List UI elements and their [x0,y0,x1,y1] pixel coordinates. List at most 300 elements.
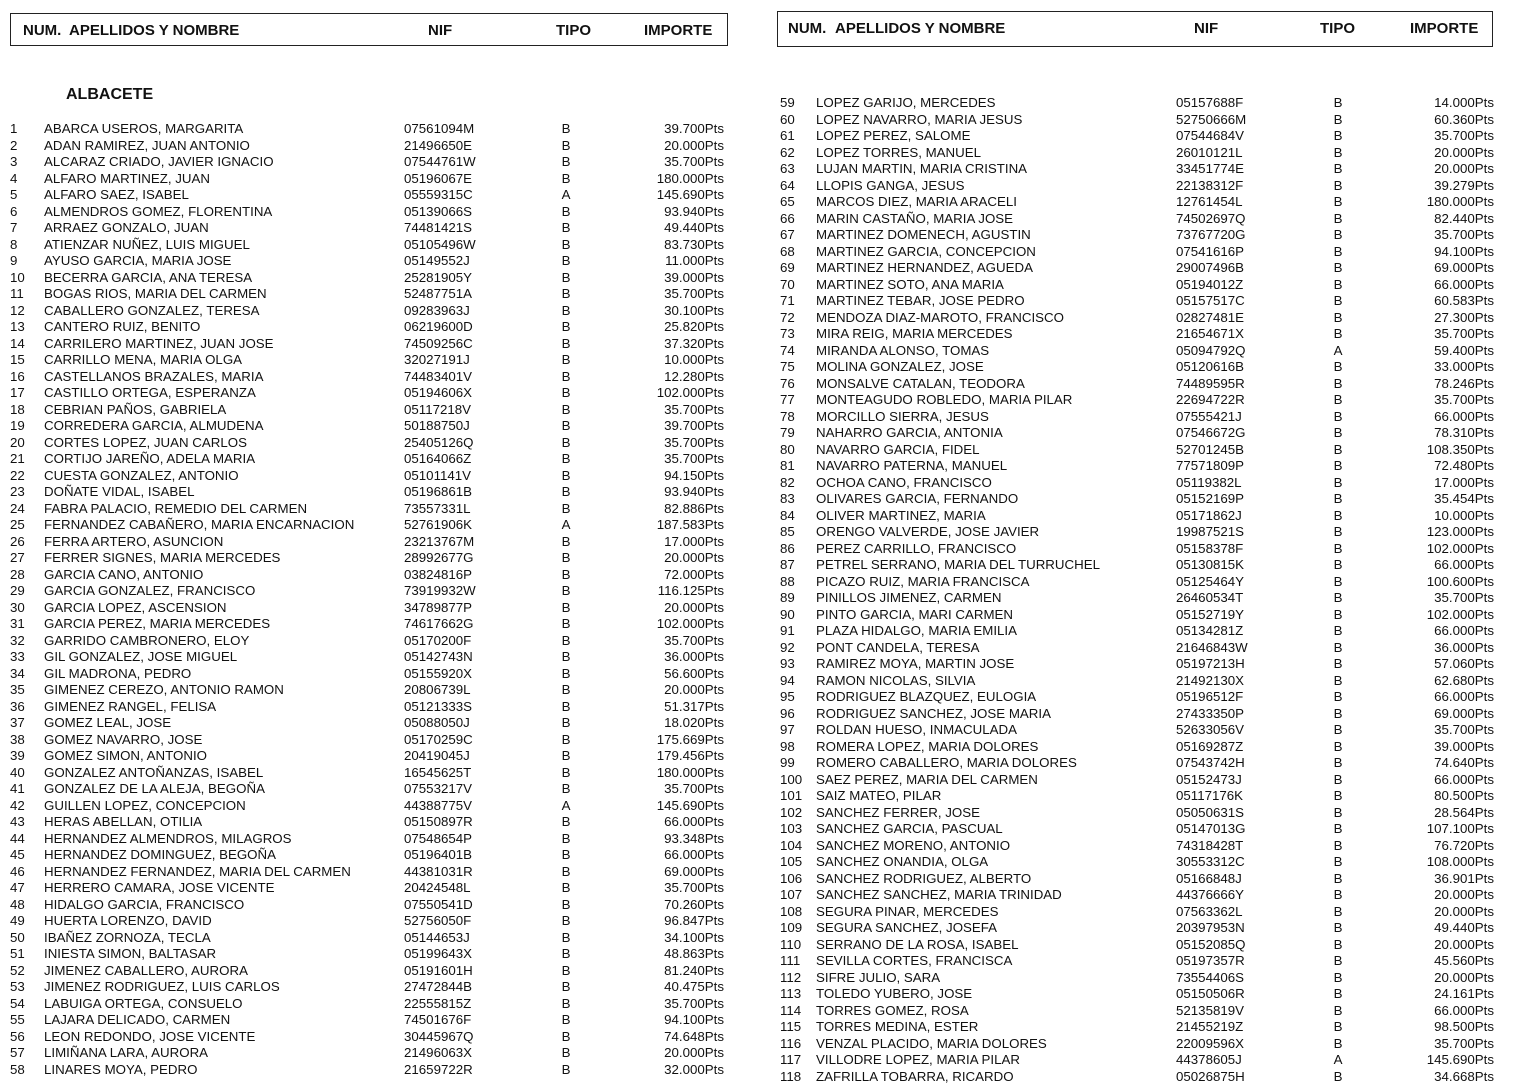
row-tipo: B [1333,1035,1343,1051]
row-importe: 66.000Pts [1434,623,1494,638]
row-nif: 05559315C [404,187,473,202]
row-importe: 49.440Pts [664,220,724,235]
row-name: LIMIÑANA LARA, AURORA [44,1045,209,1060]
row-number: 14 [10,335,25,351]
table-row [780,457,1498,474]
row-name: CASTILLO ORTEGA, ESPERANZA [44,385,256,400]
row-tipo: B [561,649,571,664]
row-nif: 32027191J [404,352,470,367]
row-tipo: B [561,682,571,697]
row-importe: 66.000Pts [1434,689,1494,704]
row-importe: 145.690Pts [656,187,724,202]
table-row [10,747,730,764]
row-nif: 20397953N [1176,920,1245,935]
row-tipo: B [561,451,571,466]
table-row [10,318,730,335]
row-importe: 25.820Pts [664,319,724,334]
right-list [780,94,1498,1084]
row-name: JIMENEZ CABALLERO, AURORA [44,962,248,978]
row-number: 103 [780,821,803,836]
row-nif: 07541616P [1176,243,1245,259]
row-number: 63 [780,161,795,176]
row-tipo: B [561,203,571,219]
row-nif: 52750666M [1176,111,1247,127]
row-number: 24 [10,500,25,516]
row-tipo: B [561,484,571,499]
row-name: LABUIGA ORTEGA, CONSUELO [44,995,243,1011]
row-number: 67 [780,227,795,242]
row-number: 54 [10,995,25,1011]
row-nif: 33451774E [1176,161,1245,176]
row-tipo: B [561,401,571,417]
row-importe: 74.640Pts [1434,755,1494,770]
row-name: NAVARRO PATERNA, MANUEL [816,458,1008,473]
row-name: BOGAS RIOS, MARIA DEL CARMEN [44,286,267,301]
row-tipo: B [1333,1019,1343,1034]
row-importe: 116.125Pts [657,583,724,598]
row-name: GARCIA CANO, ANTONIO [44,566,204,582]
table-row [780,177,1498,194]
row-number: 13 [10,319,25,334]
row-importe: 10.000Pts [664,352,724,367]
row-tipo: B [1333,392,1343,407]
row-number: 37 [10,715,25,730]
row-tipo: B [561,1028,571,1044]
row-importe: 93.940Pts [664,203,724,219]
row-nif: 74501676F [404,1012,472,1027]
row-number: 72 [780,309,795,325]
header-name: APELLIDOS Y NOMBRE [835,20,1006,37]
table-row [780,375,1498,392]
row-importe: 100.600Pts [1426,573,1494,589]
row-name: HERNANDEZ FERNANDEZ, MARIA DEL CARMEN [44,863,351,879]
row-nif: 05144653J [404,929,470,945]
row-nif: 73557331L [404,500,471,516]
section-title: ALBACETE [66,86,154,103]
row-number: 10 [10,269,25,285]
row-nif: 74483401V [404,368,473,384]
table-row [10,681,730,698]
row-importe: 35.700Pts [664,632,724,648]
row-tipo: B [561,269,571,285]
row-importe: 66.000Pts [1434,408,1494,424]
row-importe: 60.583Pts [1434,293,1494,308]
row-number: 32 [10,632,25,648]
row-tipo: B [1333,359,1343,374]
row-nif: 07553217V [404,781,473,796]
row-importe: 35.700Pts [1434,227,1494,242]
row-number: 80 [780,441,795,457]
row-nif: 16545625T [404,764,472,780]
table-row [10,170,730,187]
row-nif: 21455219Z [1176,1019,1244,1034]
row-nif: 74489595R [1176,375,1245,391]
row-importe: 30.100Pts [664,302,724,318]
row-name: MARTINEZ TEBAR, JOSE PEDRO [816,293,1025,308]
row-number: 16 [10,368,25,384]
row-tipo: B [1333,425,1343,440]
row-number: 101 [780,788,803,803]
row-number: 28 [10,566,25,582]
row-nif: 05050631S [1176,804,1245,820]
row-tipo: B [561,170,571,186]
row-tipo: B [561,748,571,763]
row-number: 7 [10,220,18,235]
row-nif: 05194606X [404,385,473,400]
table-row [780,243,1498,260]
row-nif: 21492130X [1176,672,1245,688]
row-importe: 94.100Pts [1434,243,1494,259]
row-nif: 05101141V [404,467,472,483]
table-row [10,384,730,401]
row-name: LOPEZ GARIJO, MERCEDES [816,95,996,110]
row-importe: 35.700Pts [664,154,724,169]
table-row [10,978,730,995]
row-nif: 34789877P [404,599,473,615]
row-number: 91 [780,623,795,638]
row-nif: 07555421J [1176,408,1242,424]
row-name: TORRES MEDINA, ESTER [816,1019,979,1034]
row-number: 68 [780,243,795,259]
row-tipo: B [1333,722,1343,737]
table-row [780,705,1498,722]
row-nif: 05088050J [404,715,470,730]
row-tipo: A [561,187,571,202]
row-nif: 26010121L [1176,144,1243,160]
row-number: 41 [10,781,25,796]
row-name: CUESTA GONZALEZ, ANTONIO [44,467,239,483]
row-tipo: B [561,995,571,1011]
table-row [10,896,730,913]
row-importe: 108.000Pts [1426,854,1494,869]
row-importe: 11.000Pts [665,253,724,268]
row-tipo: B [561,946,571,961]
row-name: FERRA ARTERO, ASUNCION [44,533,224,549]
row-tipo: B [561,731,571,747]
row-name: PETREL SERRANO, MARIA DEL TURRUCHEL [816,557,1100,572]
row-nif: 05199643X [404,946,473,961]
row-nif: 07563362L [1176,903,1243,919]
row-nif: 25405126Q [404,434,474,450]
row-name: CORREDERA GARCIA, ALMUDENA [44,418,264,433]
table-row [10,665,730,682]
row-nif: 05142743N [404,649,473,664]
table-row [10,879,730,896]
row-number: 82 [780,474,795,490]
row-nif: 05197213H [1176,656,1245,671]
row-name: OLIVER MARTINEZ, MARIA [816,507,986,523]
row-tipo: B [1333,771,1343,787]
table-row [10,236,730,253]
row-name: MIRANDA ALONSO, TOMAS [816,342,990,358]
table-row [780,820,1498,837]
table-row [10,929,730,946]
row-importe: 69.000Pts [664,863,724,879]
table-row [10,153,730,170]
row-number: 104 [780,837,803,853]
row-name: ROLDAN HUESO, INMACULADA [816,722,1017,737]
row-importe: 35.700Pts [664,451,724,466]
row-nif: 77571809P [1176,458,1245,473]
row-name: ALMENDROS GOMEZ, FLORENTINA [44,203,273,219]
row-number: 70 [780,276,795,292]
row-number: 62 [780,144,795,160]
row-number: 26 [10,533,25,549]
row-importe: 20.000Pts [1434,161,1494,176]
row-tipo: B [1333,590,1343,605]
row-number: 50 [10,929,25,945]
row-importe: 76.720Pts [1434,837,1494,853]
row-nif: 27472844B [404,979,473,994]
row-importe: 39.000Pts [664,269,724,285]
row-importe: 12.280Pts [664,368,724,384]
row-importe: 17.000Pts [664,533,724,549]
row-tipo: B [561,1012,571,1027]
row-number: 89 [780,590,795,605]
row-number: 60 [780,111,795,127]
row-number: 33 [10,649,25,664]
row-name: JIMENEZ RODRIGUEZ, LUIS CARLOS [44,979,280,994]
left-list [10,120,730,1077]
row-tipo: B [561,863,571,879]
row-tipo: B [1333,804,1343,820]
table-row [10,203,730,220]
header-nif: NIF [1194,20,1219,37]
row-importe: 10.000Pts [1434,507,1494,523]
row-name: LOPEZ NAVARRO, MARIA JESUS [816,111,1023,127]
table-row [780,193,1498,210]
row-importe: 36.000Pts [664,649,724,664]
row-nif: 73767720G [1176,227,1246,242]
table-row [10,599,730,616]
row-importe: 83.730Pts [664,236,724,252]
row-nif: 19987521S [1176,524,1245,539]
row-importe: 20.000Pts [664,137,724,153]
table-row [10,285,730,302]
row-name: CABALLERO GONZALEZ, TERESA [44,302,260,318]
row-nif: 05171862J [1176,507,1242,523]
table-row [780,622,1498,639]
row-name: NAVARRO GARCIA, FIDEL [816,441,980,457]
row-importe: 93.348Pts [664,830,724,846]
row-name: GOMEZ NAVARRO, JOSE [44,731,203,747]
row-number: 52 [10,962,25,978]
table-row [10,434,730,451]
table-row [780,639,1498,656]
row-number: 64 [780,177,795,193]
row-name: ROMERA LOPEZ, MARIA DOLORES [816,738,1039,754]
table-row [780,606,1498,623]
table-row [780,309,1498,326]
row-nif: 07561094M [404,121,475,136]
row-nif: 05191601H [404,962,473,978]
row-nif: 05147013G [1176,821,1246,836]
table-row [10,830,730,847]
row-number: 55 [10,1012,25,1027]
row-name: LINARES MOYA, PEDRO [44,1061,198,1077]
row-nif: 22138312F [1176,177,1244,193]
row-tipo: B [1333,491,1343,506]
row-number: 2 [10,137,18,153]
row-tipo: B [1333,210,1343,226]
row-importe: 94.100Pts [664,1012,724,1027]
row-number: 39 [10,748,25,763]
table-row [780,936,1498,953]
row-importe: 24.161Pts [1434,986,1494,1001]
table-row [10,516,730,533]
table-row [780,738,1498,755]
row-tipo: B [1333,953,1343,968]
table-row [10,417,730,434]
table-row [10,500,730,517]
row-name: MARCOS DIEZ, MARIA ARACELI [816,194,1017,209]
row-number: 29 [10,583,25,598]
table-row [780,94,1498,111]
row-name: GONZALEZ DE LA ALEJA, BEGOÑA [44,781,265,796]
row-name: MORCILLO SIERRA, JESUS [816,408,989,424]
row-name: AYUSO GARCIA, MARIA JOSE [44,253,232,268]
row-name: CORTES LOPEZ, JUAN CARLOS [44,434,247,450]
table-row [10,714,730,731]
row-number: 97 [780,722,795,737]
row-number: 102 [780,804,803,820]
row-importe: 39.000Pts [1434,738,1494,754]
table-row [780,490,1498,507]
row-nif: 05125464Y [1176,573,1245,589]
row-tipo: B [1333,656,1343,671]
row-number: 20 [10,434,25,450]
table-row [10,1028,730,1045]
row-number: 19 [10,418,25,433]
row-name: SANCHEZ SANCHEZ, MARIA TRINIDAD [816,887,1062,902]
table-row [780,276,1498,293]
table-row [780,111,1498,128]
row-tipo: B [1333,128,1343,143]
row-number: 61 [780,128,795,143]
row-tipo: B [1333,243,1343,259]
row-tipo: B [561,814,571,829]
row-name: FERNANDEZ CABAÑERO, MARIA ENCARNACION [44,517,355,532]
row-tipo: B [1333,738,1343,754]
row-name: SANCHEZ GARCIA, PASCUAL [816,821,1003,836]
row-nif: 05130815K [1176,557,1245,572]
row-name: SAIZ MATEO, PILAR [816,788,942,803]
row-importe: 102.000Pts [656,385,724,400]
table-row [10,764,730,781]
table-row [780,474,1498,491]
table-row [780,870,1498,887]
row-name: GONZALEZ ANTOÑANZAS, ISABEL [44,764,264,780]
row-name: SEGURA PINAR, MERCEDES [816,903,999,919]
row-importe: 102.000Pts [656,616,724,631]
table-row [780,787,1498,804]
row-nif: 09283963J [404,302,470,318]
row-name: FABRA PALACIO, REMEDIO DEL CARMEN [44,500,308,516]
row-name: HERNANDEZ DOMINGUEZ, BEGOÑA [44,847,276,862]
table-row [10,846,730,863]
row-number: 59 [780,95,795,110]
row-name: INIESTA SIMON, BALTASAR [44,946,217,961]
left-header [10,13,728,46]
row-tipo: B [1333,474,1343,490]
row-tipo: B [1333,408,1343,424]
row-tipo: B [561,830,571,846]
row-number: 99 [780,755,795,770]
row-number: 4 [10,170,18,186]
row-importe: 36.000Pts [1434,639,1494,655]
row-nif: 74509256C [404,335,473,351]
header-nif: NIF [428,22,453,39]
row-tipo: B [1333,95,1343,110]
row-tipo: B [1333,260,1343,275]
row-name: VENZAL PLACIDO, MARIA DOLORES [816,1035,1047,1051]
row-nif: 23213767M [404,533,475,549]
row-number: 111 [780,953,801,968]
row-tipo: B [1333,969,1343,985]
row-tipo: B [1333,276,1343,292]
table-row [10,813,730,830]
row-name: MARTINEZ HERNANDEZ, AGUEDA [816,260,1033,275]
row-nif: 02827481E [1176,309,1245,325]
row-importe: 35.700Pts [1434,722,1494,737]
row-nif: 05117176K [1176,788,1244,803]
table-row [780,903,1498,920]
row-importe: 72.480Pts [1434,458,1494,473]
row-nif: 52701245B [1176,441,1245,457]
row-name: GIMENEZ RANGEL, FELISA [44,698,217,714]
table-row [10,912,730,929]
row-tipo: B [561,715,571,730]
table-row [10,1061,730,1078]
row-importe: 35.700Pts [664,434,724,450]
row-name: MARIN CASTAÑO, MARIA JOSE [816,210,1014,226]
row-name: BECERRA GARCIA, ANA TERESA [44,269,253,285]
table-row [780,127,1498,144]
table-row [780,1051,1498,1068]
row-name: MARTINEZ GARCIA, CONCEPCION [816,243,1036,259]
row-number: 118 [780,1068,802,1084]
table-row [10,962,730,979]
row-importe: 94.150Pts [664,467,724,483]
row-tipo: B [1333,573,1343,589]
row-tipo: B [561,962,571,978]
table-row [780,507,1498,524]
row-nif: 05157688F [1176,95,1244,110]
row-nif: 05152169P [1176,491,1245,506]
row-importe: 35.700Pts [664,401,724,417]
row-name: MENDOZA DIAZ-MAROTO, FRANCISCO [816,309,1064,325]
row-importe: 49.440Pts [1434,920,1494,935]
row-tipo: B [561,896,571,912]
row-importe: 34.100Pts [664,929,724,945]
row-tipo: B [1333,1002,1343,1018]
row-nif: 52633056V [1176,722,1245,737]
row-number: 58 [10,1061,25,1077]
table-row [10,582,730,599]
row-name: CARRILERO MARTINEZ, JUAN JOSE [44,335,274,351]
row-nif: 05150506R [1176,986,1245,1001]
row-nif: 05026875H [1176,1068,1245,1084]
table-row [780,672,1498,689]
row-number: 81 [780,458,795,473]
row-importe: 66.000Pts [664,814,724,829]
table-row [780,342,1498,359]
row-importe: 20.000Pts [1434,969,1494,985]
row-number: 86 [780,540,795,556]
row-name: SAEZ PEREZ, MARIA DEL CARMEN [816,771,1038,787]
table-row [10,698,730,715]
row-name: ALFARO MARTINEZ, JUAN [44,170,210,186]
